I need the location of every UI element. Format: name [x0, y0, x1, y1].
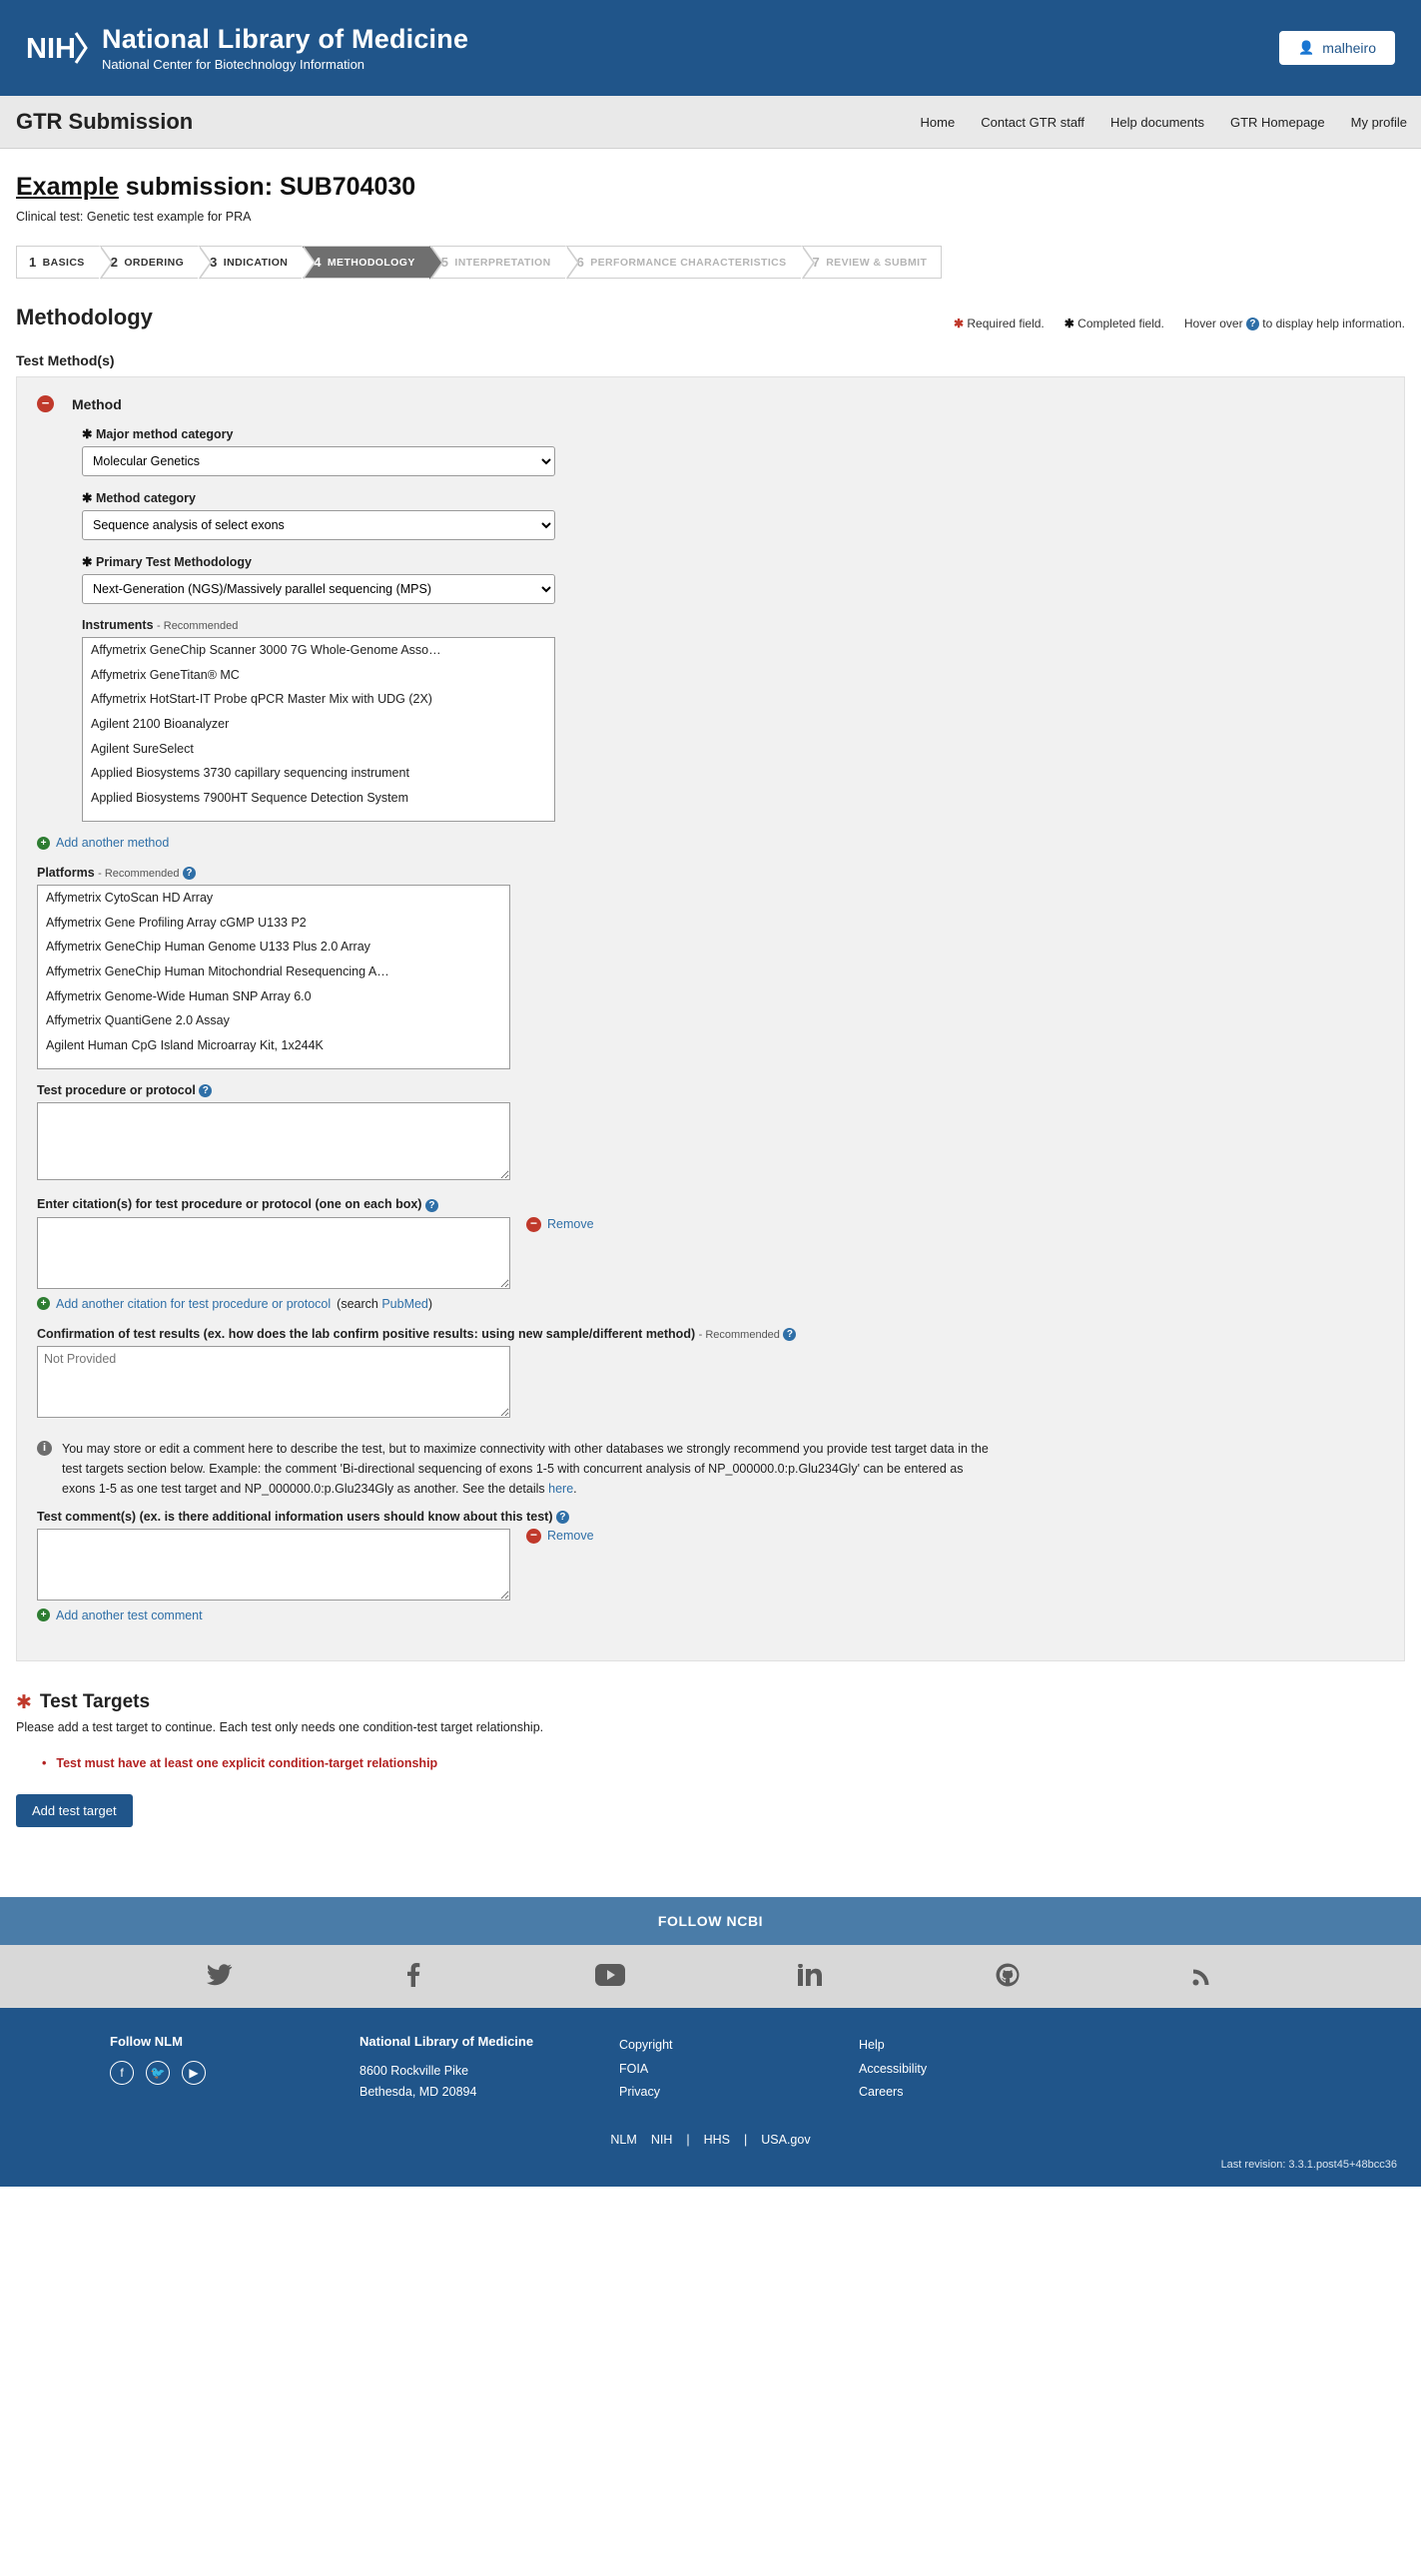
legend-required: ✱ Required field. — [953, 316, 1045, 330]
add-test-target-button[interactable]: Add test target — [16, 1794, 133, 1827]
remove-icon: − — [526, 1529, 541, 1544]
twitter-icon[interactable]: 🐦 — [146, 2061, 170, 2085]
step-label: METHODOLOGY — [327, 256, 415, 269]
submission-header — [16, 149, 1405, 224]
footer-link-help[interactable]: Help — [859, 2037, 885, 2052]
step-number: 3 — [210, 255, 218, 270]
footer-link-accessibility[interactable]: Accessibility — [859, 2061, 928, 2076]
info-note-here-link[interactable]: here — [548, 1482, 574, 1497]
help-icon[interactable]: ? — [199, 1084, 212, 1097]
help-icon: ? — [1246, 318, 1259, 330]
citation-textarea[interactable] — [37, 1217, 510, 1289]
step-number: 2 — [110, 255, 119, 270]
list-item[interactable]: Agilent SureSelect — [91, 741, 194, 756]
footer-col-help — [859, 2034, 1039, 2105]
step-label: INDICATION — [223, 256, 289, 269]
footer-col-address — [359, 2034, 559, 2105]
gtr-nav — [921, 115, 1407, 130]
step-number: 6 — [576, 255, 585, 270]
github-icon[interactable] — [996, 1963, 1020, 1990]
divider: | — [744, 2133, 748, 2148]
footer-link-hhs[interactable]: HHS — [703, 2133, 730, 2148]
footer-address — [359, 2061, 559, 2104]
user-name: malheiro — [1322, 40, 1376, 56]
address-line: Bethesda, MD 20894 — [359, 2085, 477, 2100]
plus-icon: + — [37, 1297, 50, 1310]
required-star-icon: ✱ — [953, 316, 965, 330]
nih-title-block — [102, 24, 468, 73]
platforms-label: Platforms - Recommended ? — [37, 866, 1384, 880]
remove-citation-label: Remove — [547, 1217, 594, 1232]
list-item[interactable]: Affymetrix GeneChip Human Mitochondrial Resequencing A… — [46, 965, 389, 979]
add-citation-link[interactable]: Add another citation for test procedure or protocol — [56, 1296, 332, 1311]
linkedin-icon[interactable] — [798, 1964, 822, 1989]
footer-link-foia[interactable]: FOIA — [619, 2061, 649, 2076]
primary-test-methodology-field — [82, 554, 1384, 604]
list-item[interactable]: Applied Biosystems 7900HT Sequence Detection System — [91, 790, 408, 805]
instruments-field — [82, 618, 1384, 822]
method-category-label: ✱ Method category — [82, 491, 196, 505]
submission-title-rest: submission: SUB704030 — [118, 173, 416, 201]
footer-link-privacy[interactable]: Privacy — [619, 2085, 660, 2100]
step-number: 7 — [812, 255, 821, 270]
list-item[interactable]: Affymetrix QuantiGene 2.0 Assay — [46, 1013, 230, 1028]
help-icon[interactable]: ? — [556, 1511, 569, 1524]
footer-columns — [0, 2034, 1421, 2105]
info-note — [37, 1439, 996, 1500]
footer-link-nih[interactable]: NIH — [650, 2133, 673, 2148]
info-icon: i — [37, 1441, 52, 1456]
step-indication[interactable] — [198, 246, 302, 279]
test-procedure-label: Test procedure or protocol ? — [37, 1083, 1384, 1097]
rss-icon[interactable] — [1192, 1964, 1214, 1989]
footer-link-copyright[interactable]: Copyright — [619, 2037, 673, 2052]
nav-help-documents[interactable]: Help documents — [1110, 114, 1204, 130]
footer-col-title: Follow NLM — [110, 2033, 183, 2049]
collapse-method-icon[interactable]: − — [37, 395, 54, 412]
address-line: 8600 Rockville Pike — [359, 2063, 469, 2078]
step-label: ORDERING — [124, 256, 185, 269]
confirmation-textarea[interactable] — [37, 1346, 510, 1418]
step-ordering[interactable] — [99, 246, 198, 279]
footer-link-list — [619, 2034, 799, 2105]
confirmation-note: - Recommended — [698, 1328, 780, 1341]
completed-star-icon: ✱ — [82, 555, 93, 569]
platforms-listbox[interactable] — [37, 885, 510, 1069]
remove-icon: − — [526, 1217, 541, 1232]
info-note-text: You may store or edit a comment here to describe the test, but to maximize connectivity with other databases we strongly recommend you provide test target data in the test targets section below. Example: the comment 'Bi-directional sequencing of exons 1-5 with concurrent analysis of NP_000000.0:p.Glu234Gly' can be entered as exons 1-5 as one test target and NP_000000.0:p.Glu234Gly as another. See the details here. — [62, 1441, 989, 1497]
list-item[interactable]: Applied Biosystems 3730 capillary sequencing instrument — [91, 766, 409, 781]
test-targets-title: Test Targets — [39, 1691, 151, 1713]
footer-bottom-links — [0, 2115, 1421, 2153]
required-star-icon: ✱ — [16, 1691, 32, 1713]
major-method-category-select[interactable] — [82, 446, 555, 476]
citations-field — [37, 1197, 1384, 1310]
list-item[interactable]: Affymetrix Genome-Wide Human SNP Array 6.0 — [46, 988, 312, 1003]
twitter-icon[interactable] — [207, 1964, 233, 1989]
step-performance-characteristics[interactable] — [565, 246, 801, 279]
step-label: PERFORMANCE CHARACTERISTICS — [590, 256, 787, 269]
instruments-note: - Recommended — [157, 620, 239, 632]
social-bar — [0, 1945, 1421, 2008]
footer-col-title: National Library of Medicine — [359, 2033, 534, 2049]
method-category-field — [82, 490, 1384, 540]
list-item[interactable]: Affymetrix CytoScan HD Array — [46, 891, 214, 906]
list-item[interactable]: Affymetrix GeneChip Human Genome U133 Plus 2.0 Array — [46, 940, 370, 955]
test-comments-label: Test comment(s) (ex. is there additional information users should know about this test) ? — [37, 1510, 1384, 1524]
major-method-category-label: ✱ Major method category — [82, 427, 234, 441]
nih-header — [0, 0, 1421, 96]
step-number: 5 — [440, 255, 449, 270]
divider: | — [686, 2133, 690, 2148]
plus-icon: + — [37, 1609, 50, 1621]
page-title — [16, 173, 1405, 202]
test-targets-error: • Test must have at least one explicit condition-target relationship — [42, 1756, 1405, 1770]
step-number: 4 — [314, 255, 322, 270]
step-label: INTERPRETATION — [454, 256, 551, 269]
test-targets-description: Please add a test target to continue. Each test only needs one condition-test target relationship. — [16, 1719, 544, 1734]
nav-home[interactable]: Home — [920, 114, 956, 130]
submission-example-link[interactable]: Example — [16, 173, 119, 201]
list-item[interactable]: Affymetrix HotStart-IT Probe qPCR Master Mix with UDG (2X) — [91, 692, 432, 707]
completed-star-icon: ✱ — [82, 491, 93, 505]
test-procedure-field — [37, 1083, 1384, 1183]
help-icon[interactable]: ? — [183, 867, 196, 880]
footer-col-legal — [619, 2034, 799, 2105]
method-header — [37, 395, 1384, 412]
form-legend — [954, 317, 1405, 330]
citation-row — [37, 1217, 1384, 1289]
follow-ncbi-bar: FOLLOW NCBI — [0, 1897, 1421, 1945]
add-citation-row[interactable] — [37, 1297, 1384, 1311]
pubmed-search-text: (search PubMed) — [337, 1296, 433, 1311]
help-icon[interactable]: ? — [425, 1199, 438, 1212]
gtr-submission-title: GTR Submission — [16, 109, 194, 134]
gtr-bar — [0, 96, 1421, 149]
user-menu-button[interactable] — [1279, 31, 1395, 65]
plus-icon: + — [37, 837, 50, 850]
org-name: National Library of Medicine — [102, 23, 469, 54]
nav-my-profile[interactable]: My profile — [1350, 114, 1407, 130]
list-item[interactable]: Affymetrix GeneTitan® MC — [91, 667, 240, 682]
facebook-icon[interactable]: f — [110, 2061, 134, 2085]
legend-completed: ✱ Completed field. — [1064, 316, 1164, 330]
citations-label: Enter citation(s) for test procedure or protocol (one on each box) ? — [37, 1197, 1384, 1211]
page-content — [0, 149, 1421, 1827]
add-another-method-link[interactable]: Add another method — [56, 836, 170, 850]
youtube-icon[interactable] — [595, 1964, 625, 1989]
footer-link-usagov[interactable]: USA.gov — [761, 2133, 811, 2148]
step-label: REVIEW & SUBMIT — [826, 256, 928, 269]
legend-hover: Hover over ? to display help information. — [1183, 316, 1405, 330]
method-category-select[interactable] — [82, 510, 555, 540]
step-review-submit[interactable] — [801, 246, 943, 279]
primary-test-methodology-select[interactable] — [82, 574, 555, 604]
platforms-note: - Recommended — [98, 868, 180, 880]
nih-logo-icon[interactable] — [26, 25, 88, 71]
nav-gtr-homepage[interactable]: GTR Homepage — [1229, 114, 1325, 130]
org-subtitle: National Center for Biotechnology Information — [102, 56, 365, 72]
footer-col-follow-nlm — [110, 2034, 300, 2105]
pubmed-link[interactable]: PubMed — [381, 1296, 428, 1311]
step-interpretation[interactable] — [429, 246, 565, 279]
add-test-comment-link[interactable]: Add another test comment — [56, 1608, 203, 1622]
confirmation-field — [37, 1327, 1384, 1421]
footer-link-careers[interactable]: Careers — [859, 2085, 904, 2100]
test-comments-field — [37, 1510, 1384, 1622]
platforms-field — [37, 866, 1384, 1069]
completed-star-icon: ✱ — [1064, 316, 1074, 330]
step-basics[interactable] — [16, 246, 99, 279]
youtube-icon[interactable]: ▶ — [182, 2061, 206, 2085]
footer-revision: Last revision: 3.3.1.post45+48bcc36 — [0, 2153, 1421, 2187]
section-title: Methodology — [16, 305, 153, 329]
remove-test-comment-button[interactable] — [526, 1529, 594, 1544]
test-comment-textarea[interactable] — [37, 1529, 510, 1601]
test-procedure-textarea[interactable] — [37, 1102, 510, 1180]
list-item[interactable]: Affymetrix Gene Profiling Array cGMP U133 P2 — [46, 915, 307, 930]
list-item[interactable]: Affymetrix GeneChip Scanner 3000 7G Whole-Genome Asso… — [91, 643, 441, 657]
help-icon[interactable]: ? — [783, 1328, 796, 1341]
completed-star-icon: ✱ — [82, 427, 93, 441]
list-item[interactable]: Agilent 2100 Bioanalyzer — [91, 716, 230, 731]
test-methods-label: Test Method(s) — [16, 352, 115, 368]
list-item[interactable]: Agilent Human CpG Island Microarray Kit, 1x244K — [46, 1037, 324, 1052]
facebook-icon[interactable] — [405, 1963, 421, 1990]
submission-subtitle: Clinical test: Genetic test example for PRA — [16, 210, 252, 224]
method-fields — [82, 426, 1384, 822]
method-title: Method — [72, 395, 122, 412]
confirmation-label: Confirmation of test results (ex. how does the lab confirm positive results: using new sample/different method) - Recommended ? — [37, 1327, 1384, 1341]
person-icon: 👤 — [1298, 40, 1315, 55]
step-number: 1 — [29, 255, 37, 270]
instruments-label: Instruments - Recommended — [82, 618, 239, 632]
remove-citation-button[interactable] — [526, 1217, 594, 1232]
major-method-category-field — [82, 426, 1384, 476]
add-another-method-row[interactable] — [37, 836, 1384, 850]
primary-test-methodology-label: ✱ Primary Test Methodology — [82, 555, 253, 569]
nih-branding[interactable] — [26, 24, 468, 73]
instruments-listbox[interactable] — [82, 637, 555, 822]
footer-link-list — [859, 2034, 1039, 2105]
section-header — [16, 305, 1405, 330]
svg-text:NIH: NIH — [26, 32, 76, 65]
footer-main — [0, 2008, 1421, 2115]
step-label: BASICS — [42, 256, 85, 269]
nav-contact-gtr-staff[interactable]: Contact GTR staff — [981, 114, 1085, 130]
method-panel — [16, 376, 1405, 1661]
remove-test-comment-label: Remove — [547, 1529, 594, 1544]
test-comment-row — [37, 1529, 1384, 1601]
test-targets-header — [16, 1691, 1405, 1714]
add-test-comment-row[interactable] — [37, 1609, 1384, 1622]
step-methodology[interactable] — [302, 246, 428, 279]
wizard-steps — [16, 246, 1405, 279]
footer-social-row — [110, 2061, 300, 2085]
footer-link-nlm[interactable]: NLM — [610, 2133, 637, 2148]
